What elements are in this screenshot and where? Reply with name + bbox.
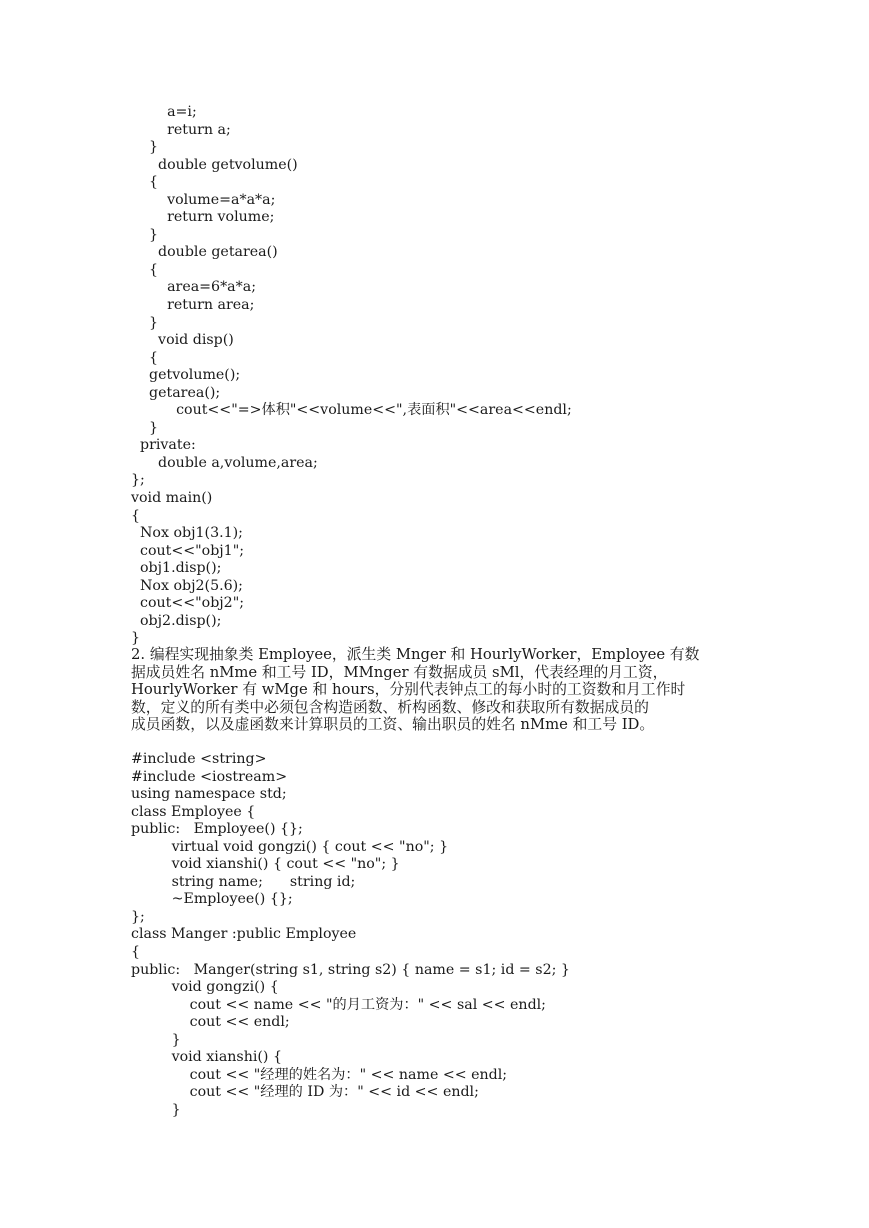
code-line: cout<<"obj1"; [131,542,245,559]
code-line: return a; [131,121,231,138]
code-line: string name; string id; [131,873,356,890]
code-line: double getarea() [131,244,278,261]
code-line: { [131,261,159,278]
code-listing-top [131,104,572,648]
code-line: }; [131,472,145,489]
code-line: #include <iostream> [131,768,288,785]
code-line: double a,volume,area; [131,454,318,471]
code-line: cout << name << "的月工资为：" << sal << endl; [131,996,546,1013]
question-2-line: 2. 编程实现抽象类 Employee，派生类 Mnger 和 HourlyWorker，Employee 有数 [131,646,700,663]
code-line: }; [131,908,145,925]
code-line: a=i; [131,104,197,120]
code-line: return volume; [131,209,275,226]
code-line: double getvolume() [131,156,298,173]
code-line: void gongzi() { [131,979,279,996]
code-line: getarea(); [131,384,221,401]
code-line: Nox obj2(5.6); [131,577,243,594]
code-line: } [131,1101,181,1118]
code-line: cout<<"=>体积"<<volume<<",表面积"<<area<<endl; [131,402,572,419]
code-line: { [131,507,141,524]
code-line: #include <string> [131,751,267,767]
code-line: cout << "经理的姓名为：" << name << endl; [131,1066,508,1083]
code-line: } [131,630,141,647]
question-2-line: 据成员姓名 nMme 和工号 ID，MMnger 有数据成员 sMl，代表经理的月工资， [131,663,668,681]
code-line: } [131,419,159,436]
code-line: return area; [131,297,255,314]
code-line: virtual void gongzi() { cout << "no"; } [131,838,449,855]
code-line: cout<<"obj2"; [131,595,245,612]
code-line: { [131,349,159,366]
code-line: { [131,174,159,191]
code-line: volume=a*a*a; [131,191,276,208]
code-line: } [131,1031,181,1048]
code-line: cout << endl; [131,1014,290,1031]
question-2-line: 数，定义的所有类中必须包含构造函数、析构函数、修改和获取所有数据成员的 [131,698,649,716]
code-line: } [131,139,159,156]
code-line: void xianshi() { cout << "no"; } [131,856,400,873]
code-line: getvolume(); [131,367,241,384]
code-line: void disp() [131,332,234,349]
code-line: area=6*a*a; [131,279,256,296]
code-line: ~Employee() {}; [131,891,293,908]
code-line: obj1.disp(); [131,560,222,577]
code-listing-bottom [131,751,570,1119]
code-line: public: Manger(string s1, string s2) { name = s1; id = s2; } [131,961,570,978]
code-line: Nox obj1(3.1); [131,525,243,542]
question-2-line: HourlyWorker 有 wMge 和 hours，分别代表钟点工的每小时的工资数和月工作时 [131,681,686,699]
code-line: { [131,944,141,961]
code-line: public: Employee() {}; [131,821,303,838]
code-line: cout << "经理的 ID 为：" << id << endl; [131,1084,479,1101]
code-line: using namespace std; [131,786,287,803]
question-2-line: 成员函数，以及虚函数来计算职员的工资、输出职员的姓名 nMme 和工号 ID。 [131,716,655,734]
code-line: void xianshi() { [131,1049,282,1066]
question-2-paragraph [131,646,743,734]
code-line: private: [131,437,196,454]
code-line: class Employee { [131,803,256,820]
code-line: class Manger :public Employee [131,926,357,943]
code-line: } [131,226,159,243]
code-line: } [131,314,159,331]
code-line: void main() [131,490,213,507]
code-line: obj2.disp(); [131,612,222,629]
